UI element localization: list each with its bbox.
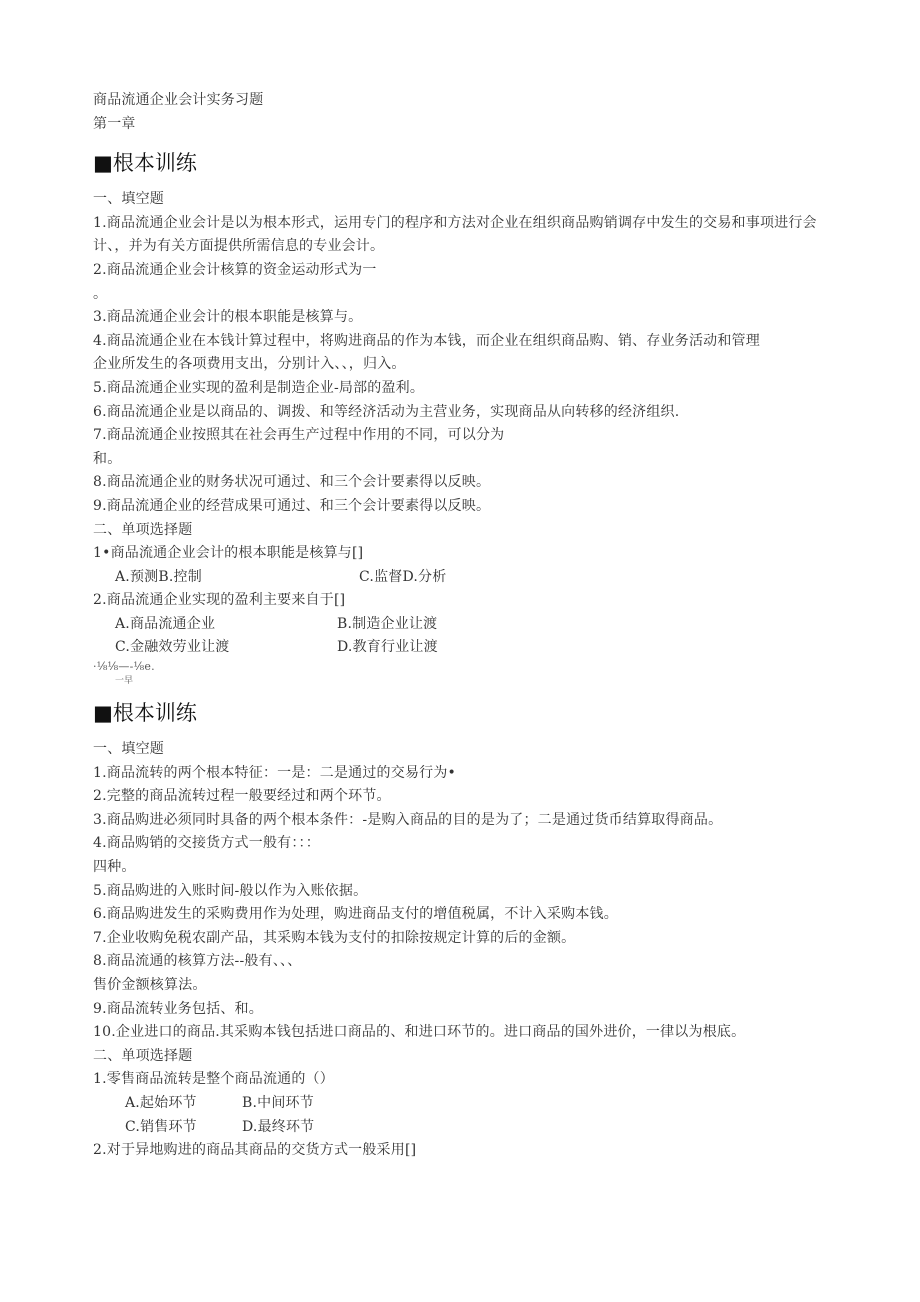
question-line: 4.商品流通企业在本钱计算过程中，将购进商品的作为本钱，而企业在组织商品购、销、存业务活动和管理	[93, 332, 760, 349]
question-line: 企业所发生的各项费用支出，分别计入、、，归入。	[93, 356, 406, 373]
question-line: 3.商品购进必须同时具备的两个根本条件：-是购入商品的目的是为了；二是通过货币结算取得商品。	[93, 811, 723, 828]
question-line: 7.企业收购免税农副产品，其采购本钱为支付的扣除按规定计算的后的金额。	[93, 929, 576, 946]
choice-options-row	[93, 566, 833, 590]
question-line: 6.商品流通企业是以商品的、调拨、和等经济活动为主营业务，实现商品从向转移的经济组织.	[93, 403, 680, 420]
question-line: 6.商品购进发生的采购费用作为处理，购进商品支付的增值税属，不计入采购本钱。	[93, 906, 618, 923]
question-line: 售价金额核算法。	[93, 977, 207, 993]
garbled-text: ·⅛⅛—-⅛e.	[93, 660, 155, 674]
choice-option-c: C.监督	[359, 568, 403, 585]
choice-question: 2.对于异地购进的商品其商品的交货方式一般采用[]	[93, 1142, 417, 1159]
document-title: 商品流通企业会计实务习题	[93, 92, 264, 108]
question-line: 和。	[93, 450, 122, 467]
question-line: 10.企业进口的商品.其采购本钱包括进口商品的、和进口环节的。进口商品的国外进价，一律以为根底。	[93, 1024, 746, 1041]
section-heading: ■根本训练	[93, 151, 197, 176]
choice-option	[115, 566, 359, 590]
question-line: 9.商品流转业务包括、和。	[93, 1000, 263, 1017]
choice-option-a: A.商品流通企业	[115, 615, 216, 632]
choice-title: 二、单项选择题	[93, 521, 193, 538]
question-line: 。	[93, 285, 108, 302]
choice-question: 1•商品流通企业会计的根本职能是核算与[]	[93, 545, 364, 562]
question-line: 5.商品购进的入账时间-般以作为入账依据。	[93, 882, 368, 899]
choice-option-d: D.教育行业让渡	[337, 639, 438, 656]
fill-blank-title: 一、填空题	[93, 741, 164, 758]
question-line: 8.商品流通企业的财务状况可通过、和三个会计要素得以反映。	[93, 474, 491, 491]
choice-options-row	[93, 1092, 833, 1116]
choice-option-b: B.中间环节	[242, 1094, 314, 1111]
choice-option-d: D.最终环节	[242, 1118, 315, 1135]
choice-question: 2.商品流通企业实现的盈利主要来自于[]	[93, 592, 346, 609]
choice-options-row	[93, 636, 833, 660]
question-line: 7.商品流通企业按照其在社会再生产过程中作用的不同，可以分为	[93, 427, 505, 444]
choice-option-b: B.制造企业让渡	[337, 615, 438, 632]
document-body	[93, 89, 833, 1163]
question-line: 2.商品流通企业会计核算的资金运动形式为一	[93, 261, 377, 278]
choice-options-row	[93, 1116, 833, 1140]
question-line: 1.商品流通企业会计是以为根本形式，运用专门的程序和方法对企业在组织商品购销调存中发生的交易和事项进行会计、，并为有关方面提供所需信息的专业会计。	[93, 214, 817, 255]
choice-options-row	[93, 613, 833, 637]
choice-option-c: C.销售环节	[125, 1118, 197, 1135]
section-heading: ■根本训练	[93, 701, 197, 726]
question-line: 1.商品流转的两个根本特征：一是：二是通过的交易行为•	[93, 764, 457, 781]
fill-blank-title: 一、填空题	[93, 191, 164, 208]
question-line: 3.商品流通企业会计的根本职能是核算与。	[93, 309, 363, 326]
choice-title: 二、单项选择题	[93, 1047, 193, 1064]
garbled-subtext: 一早	[115, 676, 134, 687]
question-line: 4.商品购销的交接货方式一般有：：：	[93, 835, 320, 852]
question-line: 9.商品流通企业的经营成果可通过、和三个会计要素得以反映。	[93, 497, 491, 514]
choice-option-c: C.金融效劳业让渡	[115, 639, 230, 656]
question-line: 2.完整的商品流转过程一般要经过和两个环节。	[93, 788, 391, 805]
chapter-label: 第一章	[93, 115, 136, 132]
question-line: 8.商品流通的核算方法--般有、、、	[93, 953, 302, 970]
question-line: 5.商品流通企业实现的盈利是制造企业-局部的盈利。	[93, 379, 425, 396]
choice-option	[359, 566, 446, 590]
choice-question: 1.零售商品流转是整个商品流通的（）	[93, 1071, 334, 1088]
question-line: 四种。	[93, 859, 136, 876]
choice-option-d: D.分析	[402, 568, 447, 585]
choice-option-a: A.预测	[115, 568, 159, 585]
choice-option-b: B.控制	[158, 568, 202, 585]
choice-option-a: A.起始环节	[125, 1094, 197, 1111]
